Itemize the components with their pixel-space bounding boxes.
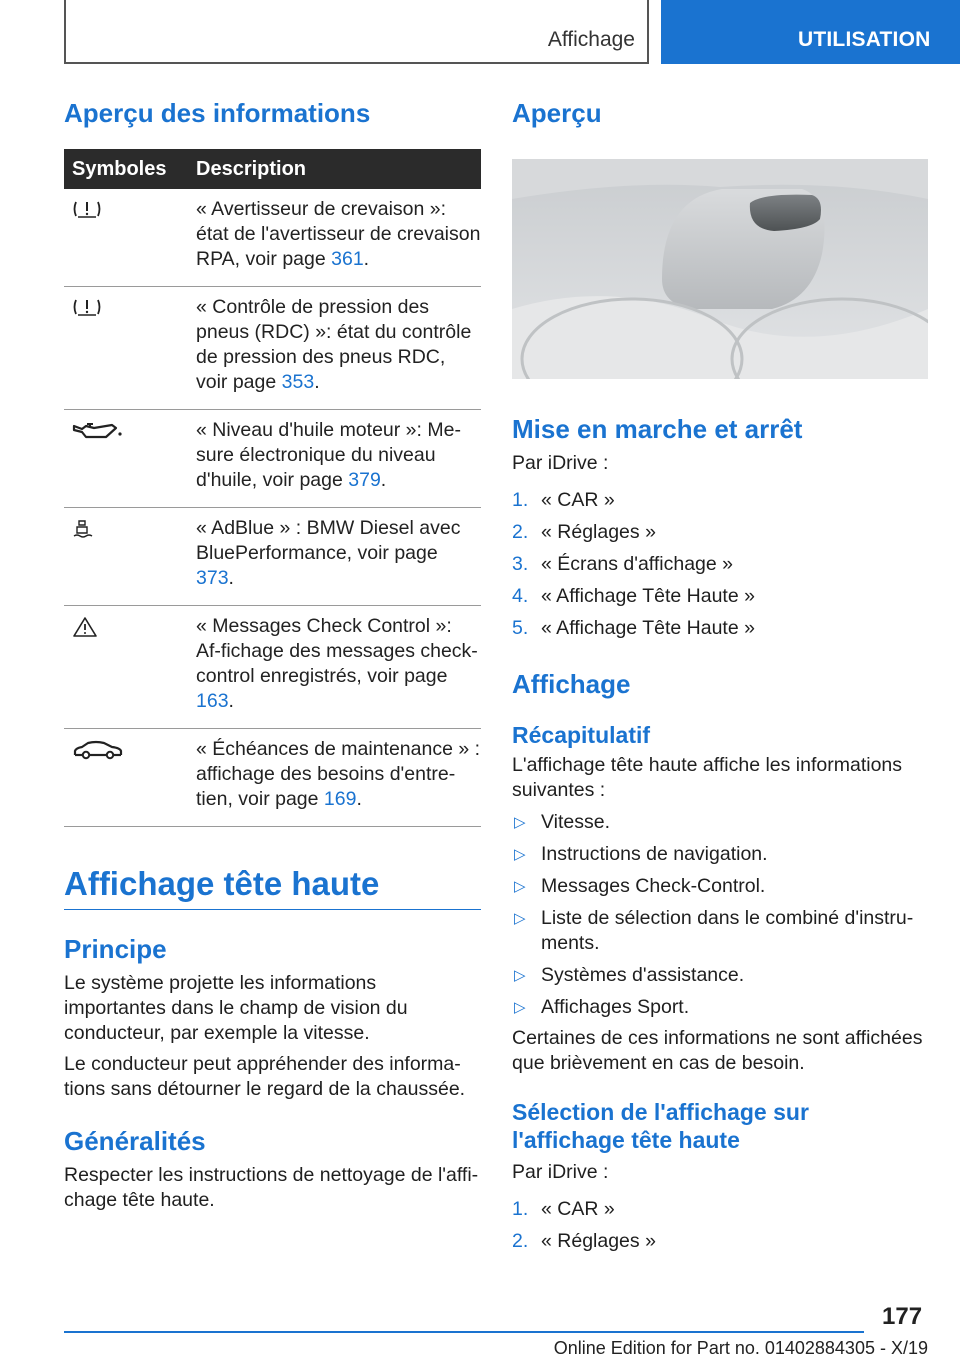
description-cell [184,606,481,729]
list-item [512,1229,928,1254]
item-text: Vitesse. [541,811,611,833]
list-item [512,906,928,956]
step-text: « Écrans d'affichage » [541,553,733,575]
mise-intro: Par iDrive : [512,452,609,474]
step-text: « CAR » [541,1198,615,1220]
header-section-box [64,0,649,64]
selection-intro: Par iDrive : [512,1161,609,1183]
description-cell [184,508,481,606]
list-item [512,552,928,577]
step-number: 4. [512,585,529,607]
description-end: . [228,690,234,712]
warning-triangle-icon [72,616,98,638]
step-text: « Réglages » [541,1230,656,1252]
step-number: 5. [512,617,529,639]
affichage-heading: Affichage [512,669,631,699]
selection-steps [512,1197,928,1254]
tire-warning-icon [72,199,102,219]
item-text: Instructions de navigation. [541,843,768,865]
step-number: 2. [512,1230,529,1252]
principe-paragraph-2: Le conducteur peut appréhender des informa-tions sans détourner le regard de la chaussée. [64,1053,466,1100]
header-section-title: Affichage [547,28,635,51]
table-row [64,189,481,287]
list-item [512,584,928,609]
description-end: . [363,248,370,270]
table-row [64,729,481,827]
description-text: « Messages Check Control »: Af-fichage des messages check-control enregistrés, voir page [196,615,478,687]
page-link[interactable]: 163 [196,690,229,712]
description-end: . [228,567,234,589]
selection-heading: Sélection de l'affichage sur l'affichage tête haute [512,1099,809,1153]
page-link[interactable]: 361 [331,248,364,270]
recap-intro: L'affichage tête haute affiche les informations suivantes : [512,754,903,801]
recap-list [512,810,928,1020]
page-number: 177 [882,1303,923,1330]
symbol-cell [64,410,184,508]
step-text: « Affichage Tête Haute » [541,585,755,607]
col-description: Description [184,149,481,189]
recap-heading: Récapitulatif [512,722,651,748]
item-text: Liste de sélection dans le combiné d'instru-ments. [541,907,914,954]
list-item [512,616,928,641]
principe-heading: Principe [64,934,167,964]
col-symbols: Symboles [64,149,184,189]
table-row [64,606,481,729]
item-text: Messages Check-Control. [541,875,766,897]
description-cell [184,410,481,508]
page-link[interactable]: 373 [196,567,229,589]
table-row [64,410,481,508]
header-chapter-tab [661,0,960,64]
table-header-row [64,149,481,189]
bullet-icon: ▷ [514,878,526,895]
left-column [64,98,481,1213]
page-link[interactable]: 353 [281,371,315,393]
step-number: 1. [512,1198,529,1220]
table-row [64,287,481,410]
bullet-icon: ▷ [514,967,526,984]
page-link[interactable]: 169 [323,788,357,810]
bullet-icon: ▷ [514,999,526,1016]
bullet-icon: ▷ [514,846,526,863]
step-number: 1. [512,489,529,511]
right-column [512,98,928,1254]
oil-can-icon [72,420,124,442]
symbol-cell [64,287,184,410]
step-number: 3. [512,553,529,575]
description-text: « Échéances de maintenance » : affichage des besoins d'entre-tien, voir page [196,738,481,810]
tire-pressure-icon [72,297,102,317]
description-end: . [356,788,362,810]
list-item [512,842,928,867]
description-cell [184,287,481,410]
symbols-table [64,149,481,827]
table-row [64,508,481,606]
description-end: . [314,371,320,393]
list-item [512,488,928,513]
generalites-heading: Généralités [64,1126,206,1156]
list-item [512,1197,928,1222]
hud-title: Affichage tête haute [64,865,481,910]
bullet-icon: ▷ [514,910,526,927]
header-chapter-label: UTILISATION [798,28,931,51]
list-item [512,995,928,1020]
car-service-icon [72,739,124,761]
item-text: Systèmes d'assistance. [541,964,745,986]
step-text: « CAR » [541,489,615,511]
footer-divider [64,1331,864,1333]
hud-photo [512,159,928,379]
list-item [512,520,928,545]
adblue-icon [72,518,94,540]
table-heading: Aperçu des informations [64,98,371,128]
mise-steps [512,488,928,641]
symbol-cell [64,729,184,827]
description-text: « Avertisseur de crevaison »: état de l'avertisseur de crevaison RPA, voir page [196,198,481,270]
symbol-cell [64,508,184,606]
mise-heading: Mise en marche et arrêt [512,414,803,444]
list-item [512,810,928,835]
principe-paragraph-1: Le système projette les informations importantes dans le champ de vision du conducteur, par exemple la vitesse. [64,972,408,1044]
generalites-paragraph: Respecter les instructions de nettoyage de l'affi-chage tête haute. [64,1164,479,1211]
description-text: « AdBlue » : BMW Diesel avec BluePerformance, voir page [196,517,461,564]
step-text: « Réglages » [541,521,656,543]
symbol-cell [64,606,184,729]
bullet-icon: ▷ [514,814,526,831]
page-link[interactable]: 379 [348,469,381,491]
step-text: « Affichage Tête Haute » [541,617,755,639]
apercu-heading: Aperçu [512,98,602,128]
footer-edition: Online Edition for Part no. 01402884305 - X/19 [553,1338,928,1358]
description-cell [184,189,481,287]
item-text: Affichages Sport. [541,996,690,1018]
description-end: . [380,469,387,491]
symbol-cell [64,189,184,287]
description-cell [184,729,481,827]
description-text: « Niveau d'huile moteur »: Me-sure électronique du niveau d'huile, voir page [196,419,461,491]
recap-note: Certaines de ces informations ne sont affichées que brièvement en cas de besoin. [512,1027,923,1074]
list-item [512,874,928,899]
list-item [512,963,928,988]
description-text: « Contrôle de pression des pneus (RDC) »: état du contrôle de pression des pneus RDC, voir page [196,296,472,393]
step-number: 2. [512,521,529,543]
